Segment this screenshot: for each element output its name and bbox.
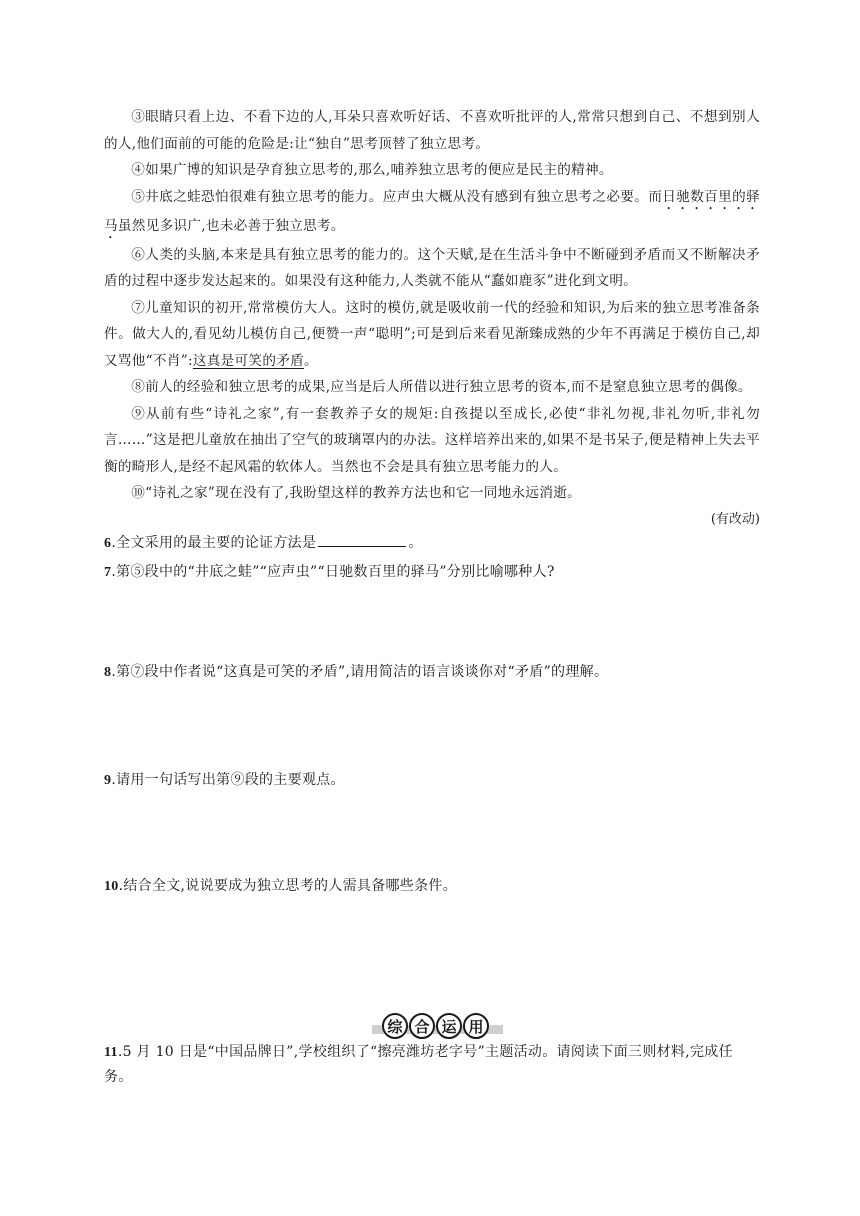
question-8: 8.第⑦段中作者说“这真是可笑的矛盾”,请用简洁的语言谈谈你对“矛盾”的理解。	[104, 663, 609, 680]
underlined-phrase: 这真是可笑的矛盾	[192, 352, 305, 369]
question-7: 7.第⑤段中的“井底之蛙”“应声虫”“日驰数百里的驿马”分别比喻哪种人?	[104, 563, 555, 580]
paragraph-4: ④如果广博的知识是孕育独立思考的,那么,哺养独立思考的便应是民主的精神。	[131, 162, 613, 178]
paragraph-5	[104, 184, 760, 242]
question-6: 6.全文采用的最主要的论证方法是 。	[104, 531, 760, 556]
section-header-comprehensive	[382, 1013, 489, 1039]
section-char: 综	[382, 1013, 408, 1039]
paragraph-7-text-b: 。	[304, 352, 318, 369]
section-char: 运	[436, 1013, 462, 1039]
paragraph-9: ⑨从前有些“诗礼之家”,有一套教养子女的规矩:自孩提以至成长,必使“非礼勿视,非礼勿听,非礼勿言……”这是把儿童放在抽出了空气的玻璃罩内的办法。这样培养出来的,如果不是书呆子,便是精神上失去平衡的畸形人,是经不起风霜的软体人。当然也不会是具有独立思考能力的人。	[104, 405, 760, 475]
source-note: (有改动)	[710, 511, 760, 527]
section-char: 合	[409, 1013, 435, 1039]
paragraph-7	[104, 295, 760, 375]
paragraph-5-text-a: ⑤井底之蛙恐怕很难有独立思考的能力。应声虫大概从没有感到有独立思考之必要。而	[131, 188, 663, 205]
paragraph-5-text-b: 虽然见多识广,也未必善于独立思考。	[117, 217, 345, 234]
paragraph-8: ⑧前人的经验和独立思考的成果,应当是后人所借以进行独立思考的资本,而不是窒息独立思考的偶像。	[131, 379, 752, 395]
paragraph-6: ⑥人类的头脑,本来是具有独立思考的能力的。这个天赋,是在生活斗争中不断碰到矛盾而又不断解决矛盾的过程中逐步发达起来的。如果没有这种能力,人类就不能从“蠢如鹿豕”进化到文明。	[104, 246, 760, 289]
question-10: 10.结合全文,说说要成为独立思考的人需具备哪些条件。	[104, 877, 458, 894]
paragraph-3: ③眼睛只看上边、不看下边的人,耳朵只喜欢听好话、不喜欢听批评的人,常常只想到自己、不想到别人的人,他们面前的可能的危险是:让“独自”思考顶替了独立思考。	[104, 109, 760, 152]
question-11: 11.5 月 10 日是“中国品牌日”,学校组织了“擦亮潍坊老字号”主题活动。请阅读下面三则材料,完成任务。	[104, 1044, 733, 1085]
paragraph-10: ⑩“诗礼之家”现在没有了,我盼望这样的教养方法也和它一同地永远消逝。	[131, 485, 582, 501]
answer-blank[interactable]	[318, 532, 406, 547]
section-char: 用	[463, 1013, 489, 1039]
paragraph-7-text-a: ⑦儿童知识的初开,常常模仿大人。这时的模仿,就是吸收前一代的经验和知识,为后来的独立思考准备条件。做大人的,看见幼儿模仿自己,便赞一声“聪明”;可是到后来看见渐臻成熟的少年不再满足于模仿自己,却又骂他“不肖”:	[104, 299, 760, 369]
dotted-phrase: 日驰数百里的驿马	[104, 188, 760, 234]
reading-passage	[104, 104, 760, 531]
question-9: 9.请用一句话写出第⑨段的主要观点。	[104, 771, 345, 788]
